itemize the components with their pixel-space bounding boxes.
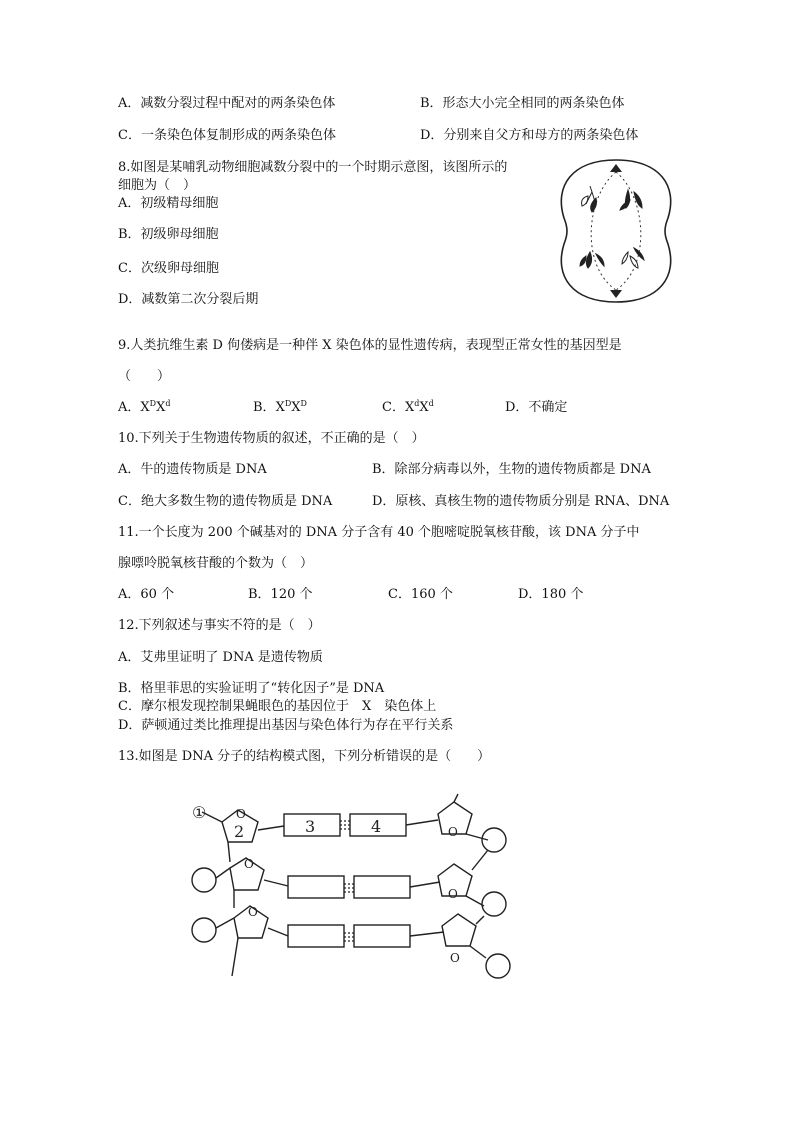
base-left-2-box [288, 876, 344, 898]
base-right-3-box [354, 925, 410, 947]
base-left-3-box [288, 925, 344, 947]
q7-option-a: A．减数分裂过程中配对的两条染色体 [118, 96, 336, 111]
q10-stem: 10.下列关于生物遗传物质的叙述，不正确的是（ ） [118, 431, 425, 446]
base-right-2-box [354, 876, 410, 898]
q11-stem-line1: 11.一个长度为 200 个碱基对的 DNA 分子含有 40 个胞嘧啶脱氧核苷酸，该 DNA 分子中 [118, 525, 640, 540]
deoxyribose-right-3 [442, 914, 476, 946]
q10-option-b: B．除部分病毒以外，生物的遗传物质都是 DNA [372, 462, 651, 477]
q9-option-c: C．$X^dX^d$ [382, 399, 434, 415]
q8-option-b: B．初级卵母细胞 [118, 227, 219, 242]
q9-option-d: D．不确定 [505, 400, 568, 415]
q12-option-c: C．摩尔根发现控制果蝇眼色的基因位于 X 染色体上 [118, 699, 437, 714]
q12-option-d: D．萨顿通过类比推理提出基因与染色体行为存在平行关系 [118, 718, 454, 733]
q10-option-d: D．原核、真核生物的遗传物质分别是 RNA、DNA [372, 494, 670, 509]
sugar-o-right-3: O [450, 951, 460, 965]
sugar-o-left-1: O [236, 807, 246, 821]
phosphate-circle-left-3 [192, 918, 216, 942]
q8-option-c: C．次级卵母细胞 [118, 261, 219, 276]
q10-option-c: C．绝大多数生物的遗传物质是 DNA [118, 494, 333, 509]
q10-option-a: A．牛的遗传物质是 DNA [118, 462, 267, 477]
q9-answer-paren: （ ） [118, 369, 171, 384]
q12-stem: 12.下列叙述与事实不符的是（ ） [118, 618, 321, 633]
dna-structure-diagram [188, 790, 528, 990]
label-2-sugar: 2 [234, 822, 245, 841]
phosphate-circle-right-3 [486, 954, 510, 978]
sugar-o-right-2: O [448, 887, 458, 901]
sugar-o-right-1: O [448, 825, 458, 839]
q8-stem-line1: 8.如图是某哺乳动物细胞减数分裂中的一个时期示意图，该图所示的 [118, 160, 508, 175]
q8-option-d: D．减数第二次分裂后期 [118, 292, 259, 307]
q9-stem: 9.人类抗维生素 D 佝偻病是一种伴 X 染色体的显性遗传病，表现型正常女性的基因型是 [118, 338, 622, 353]
sugar-o-left-2: O [244, 857, 254, 871]
q11-stem-line2: 腺嘌呤脱氧核苷酸的个数为（ ） [118, 556, 314, 571]
q13-stem: 13.如图是 DNA 分子的结构模式图，下列分析错误的是（ ） [118, 749, 491, 764]
q12-option-b: B．格里菲思的实验证明了“转化因子”是 DNA [118, 681, 385, 696]
q11-option-b: B．120 个 [248, 587, 313, 602]
q9-option-b: B．$X^DX^D$ [253, 399, 307, 415]
q11-option-a: A．60 个 [118, 587, 175, 602]
phosphate-circle-left-2 [192, 868, 216, 892]
q11-option-d: D．180 个 [518, 587, 584, 602]
q7-option-d: D．分别来自父方和母方的两条染色体 [420, 128, 639, 143]
q8-option-a: A．初级精母细胞 [118, 196, 219, 211]
q7-option-b: B．形态大小完全相同的两条染色体 [420, 96, 625, 111]
phosphate-circle-right-2 [482, 892, 506, 916]
sugar-o-left-3: O [248, 905, 258, 919]
label-1-phosphate: ① [192, 803, 207, 822]
label-3-base: 3 [305, 817, 316, 836]
q9-option-a: A．$X^DX^d$ [118, 399, 171, 415]
q12-option-a: A．艾弗里证明了 DNA 是遗传物质 [118, 650, 323, 665]
q11-option-c: C．160 个 [388, 587, 453, 602]
q7-option-c: C．一条染色体复制形成的两条染色体 [118, 128, 336, 143]
meiosis-cell-diagram [556, 156, 676, 306]
q8-stem-line2: 细胞为（ ） [118, 178, 197, 193]
label-4-base: 4 [371, 817, 382, 836]
